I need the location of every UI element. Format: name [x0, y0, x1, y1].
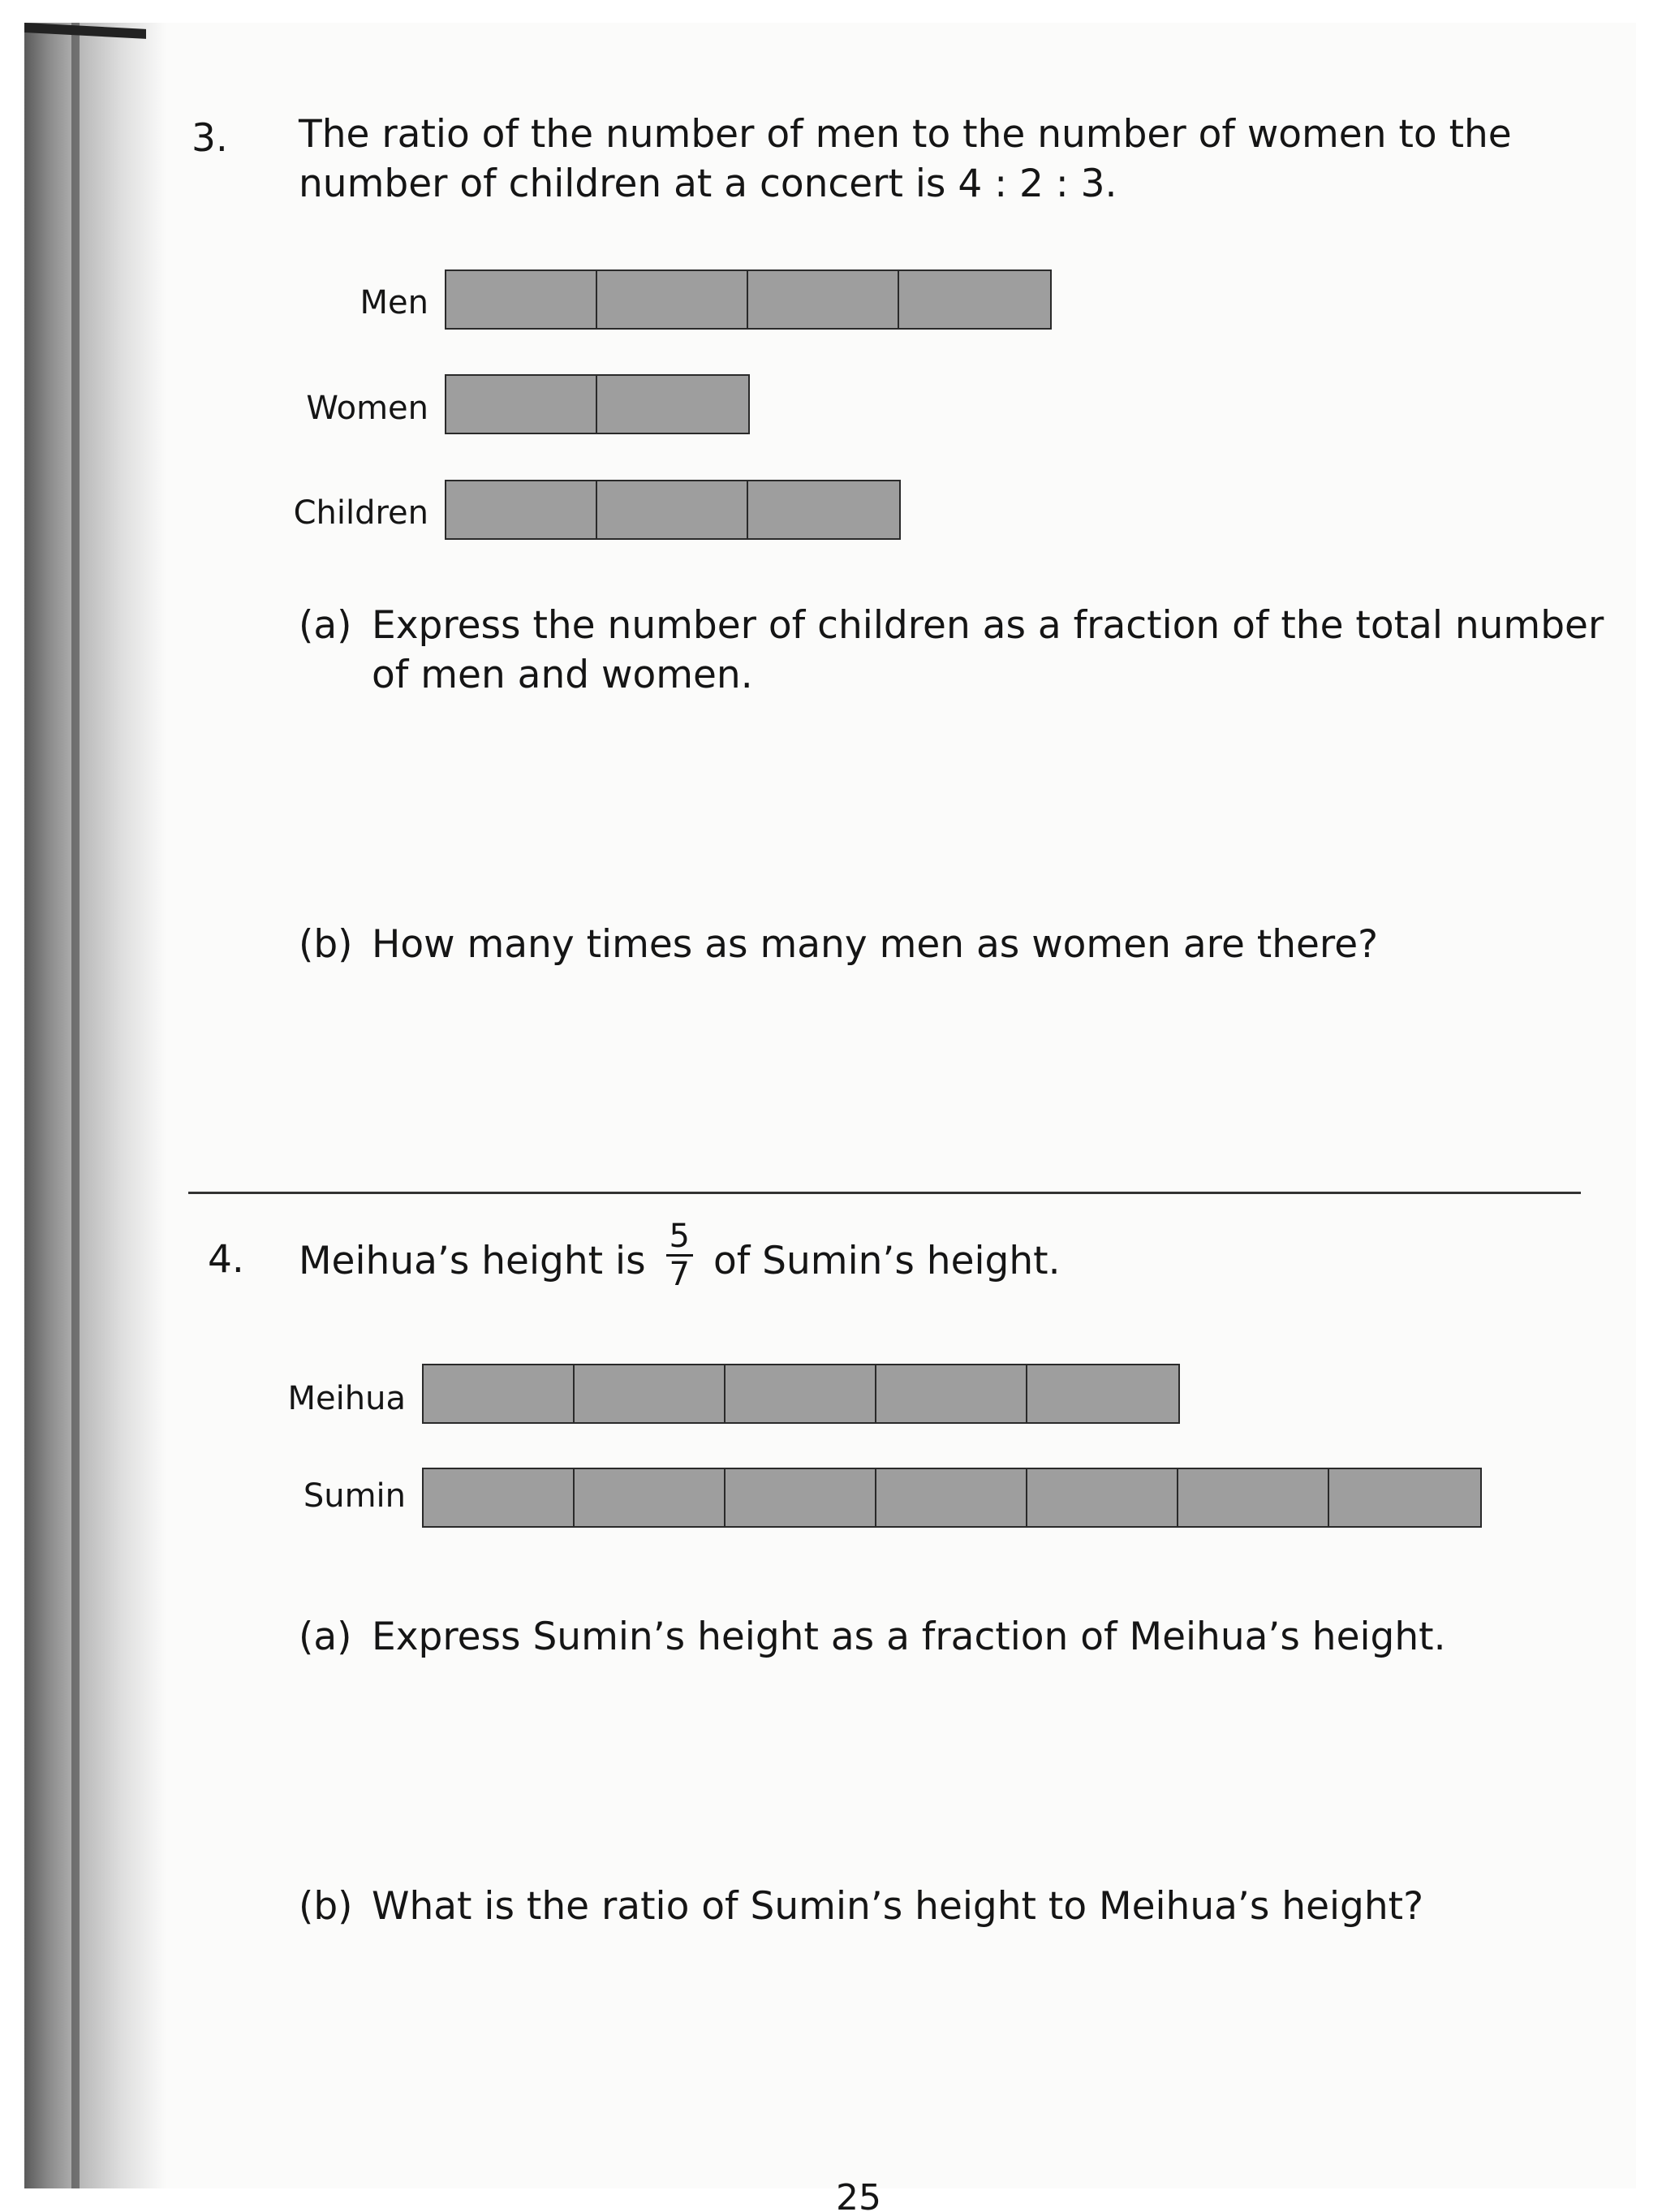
bar-unit [726, 1469, 876, 1526]
bar-unit [1027, 1365, 1178, 1422]
book-spine-shadow [24, 23, 166, 2188]
question-3-number: 3. [192, 116, 228, 161]
bar-unit [1027, 1469, 1178, 1526]
bar-unit [876, 1365, 1027, 1422]
question-4-stem [299, 1218, 1061, 1293]
bar-unit [446, 376, 597, 433]
question-3-part-b-text: How many times as many men as women are there? [372, 922, 1379, 967]
bar-unit [424, 1365, 575, 1422]
men-bar-model [445, 269, 1052, 330]
bar-unit [575, 1469, 726, 1526]
question-4-part-b-letter: (b) [299, 1884, 353, 1929]
bar-unit [1178, 1469, 1329, 1526]
bar-label-children: Children [293, 494, 428, 532]
bar-unit [446, 481, 597, 538]
meihua-bar-model [422, 1364, 1180, 1424]
question-4-part-a-text: Express Sumin’s height as a fraction of Meihua’s height. [372, 1615, 1446, 1659]
book-spine-edge [71, 23, 80, 2188]
children-bar-model [445, 480, 901, 540]
fraction-five-sevenths [666, 1218, 693, 1292]
women-bar-model [445, 374, 750, 434]
bar-label-women: Women [306, 390, 428, 427]
bar-unit [597, 481, 748, 538]
workbook-page [24, 23, 1636, 2188]
bar-unit [726, 1365, 876, 1422]
bar-unit [424, 1469, 575, 1526]
question-4-part-a-letter: (a) [299, 1615, 352, 1659]
bar-label-sumin: Sumin [303, 1477, 406, 1515]
fraction-numerator: 5 [666, 1218, 693, 1257]
question-4-number: 4. [208, 1237, 244, 1282]
bar-unit [597, 271, 748, 328]
page-number: 25 [836, 2182, 881, 2212]
bar-unit [748, 481, 899, 538]
fraction-denominator: 7 [669, 1256, 690, 1293]
bar-unit [575, 1365, 726, 1422]
question-3-part-b-letter: (b) [299, 922, 353, 967]
question-3-part-a-line-1: Express the number of children as a fraction of the total number [372, 603, 1604, 648]
question-4-stem-after: of Sumin’s height. [713, 1239, 1061, 1283]
bar-unit [597, 376, 748, 433]
bar-unit [899, 271, 1050, 328]
question-3-stem-line-1: The ratio of the number of men to the number of women to the [299, 112, 1512, 157]
sumin-bar-model [422, 1468, 1482, 1528]
bar-unit [748, 271, 899, 328]
question-3-stem-line-2: number of children at a concert is 4 : 2 : 3. [299, 162, 1117, 206]
question-4-part-b-text: What is the ratio of Sumin’s height to Meihua’s height? [372, 1884, 1424, 1929]
bar-label-men: Men [360, 284, 428, 321]
section-divider [188, 1192, 1581, 1194]
bar-unit [876, 1469, 1027, 1526]
question-4-stem-before: Meihua’s height is [299, 1239, 646, 1283]
bar-label-meihua: Meihua [287, 1380, 406, 1417]
question-3-part-a-letter: (a) [299, 603, 352, 648]
bar-unit [446, 271, 597, 328]
bar-unit [1329, 1469, 1480, 1526]
question-3-part-a-line-2: of men and women. [372, 653, 753, 697]
